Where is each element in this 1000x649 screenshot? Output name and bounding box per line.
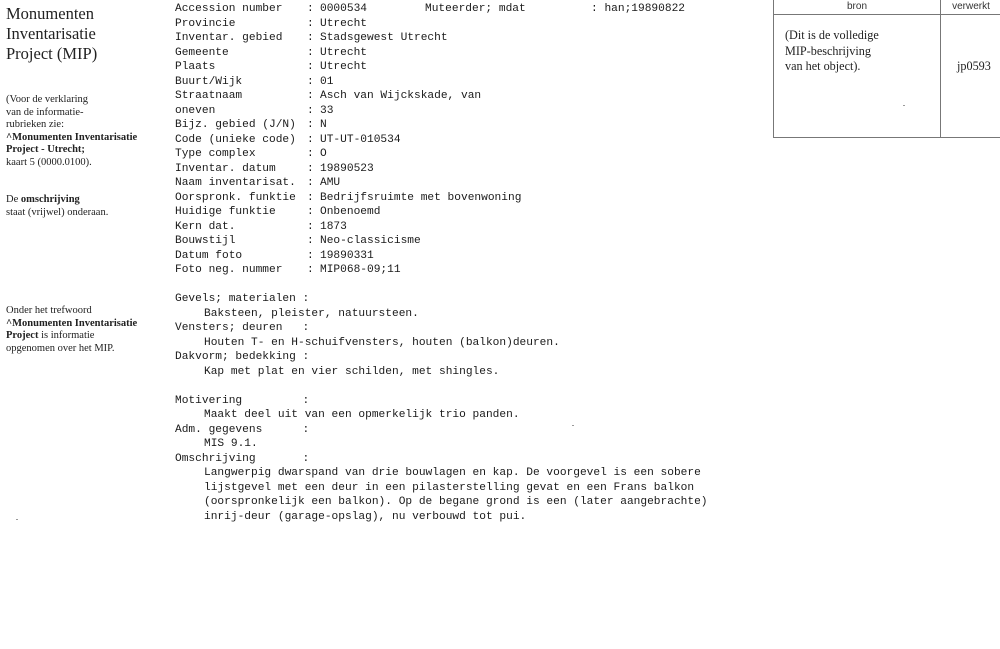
field-colon: :	[307, 235, 314, 247]
field-value: AMU	[320, 177, 341, 189]
field-row	[175, 104, 765, 119]
field-label: Inventar. datum	[175, 162, 276, 175]
field-label: Kern dat.	[175, 220, 236, 233]
description-text: Kap met plat en vier schilden, met shingles.	[204, 365, 500, 378]
field-colon: :	[307, 3, 314, 15]
field-row	[175, 191, 765, 206]
field-row	[175, 147, 765, 162]
scan-speck	[16, 519, 18, 520]
verwerkt-header: verwerkt	[952, 1, 990, 12]
field-colon: :	[307, 249, 314, 262]
field-colon: :	[307, 17, 314, 30]
note-ref: kaart 5 (0000.0100).	[6, 156, 92, 168]
field-label: Gemeente	[175, 46, 229, 59]
description-block	[175, 350, 775, 379]
field-value: UT-UT-010534	[320, 133, 401, 146]
description-heading: Dakvorm; bedekking :	[175, 351, 310, 363]
field-label: Foto neg. nummer	[175, 264, 283, 276]
field-colon: :	[307, 61, 314, 73]
project-title-line: Project (MIP)	[6, 44, 98, 63]
field-colon: :	[307, 104, 314, 117]
field-value: Neo-classicisme	[320, 235, 421, 247]
field-value: MIP068-09;11	[320, 264, 401, 276]
field-label: Plaats	[175, 61, 216, 73]
field-colon: :	[307, 46, 314, 59]
field-value: Utrecht	[320, 61, 367, 73]
field-value: Stadsgewest Utrecht	[320, 32, 448, 44]
field-label: Provincie	[175, 17, 236, 30]
field-value: 19890523	[320, 162, 374, 175]
description-heading: Omschrijving :	[175, 452, 310, 465]
field-colon: :	[307, 119, 314, 131]
field-row	[175, 234, 765, 249]
field-value: Bedrijfsruimte met bovenwoning	[320, 191, 522, 204]
description-heading: Gevels; materialen :	[175, 293, 310, 305]
field-colon: :	[307, 206, 314, 218]
project-title-line: Inventarisatie	[6, 24, 96, 43]
field-label: Code (unieke code)	[175, 133, 296, 146]
note-line: Project is informatie	[6, 330, 95, 341]
field-label: Inventar. gebied	[175, 32, 283, 44]
left-column	[6, 4, 166, 219]
field-value: Asch van Wijckskade, van	[320, 90, 482, 102]
scan-speck	[572, 425, 574, 426]
description-heading: Adm. gegevens :	[175, 423, 310, 436]
bron-text	[785, 28, 935, 75]
source-table	[773, 0, 1000, 138]
description-block	[175, 292, 775, 321]
description-text: lijstgevel met een deur in een pilasterstelling gevat en een Frans balkon	[204, 481, 695, 494]
scan-speck	[903, 105, 905, 106]
description-block	[175, 394, 775, 423]
note-line: van de informatie-	[6, 106, 84, 118]
description-block	[175, 321, 775, 350]
note-line: staat (vrijwel) onderaan.	[6, 206, 109, 218]
description-heading: Vensters; deuren :	[175, 322, 310, 334]
description-text: Baksteen, pleister, natuursteen.	[204, 307, 419, 320]
field-row	[175, 162, 765, 177]
field-value: 19890331	[320, 249, 374, 262]
field-row	[175, 60, 765, 75]
note-bold-line: ^Monumenten Inventarisatie	[6, 317, 138, 329]
field-colon: :	[307, 264, 314, 276]
description-text: (oorspronkelijk een balkon). Op de begane grond is een (later aangebrachte)	[204, 496, 708, 508]
field-row	[175, 46, 765, 61]
note-trefwoord	[6, 305, 166, 355]
note-bold-line: Project - Utrecht;	[6, 144, 85, 155]
field-row	[175, 220, 765, 235]
field-colon: :	[307, 177, 314, 189]
note-line: opgenomen over het MIP.	[6, 342, 115, 354]
field-label: Huidige funktie	[175, 206, 276, 218]
verwerkt-cell	[941, 15, 1000, 137]
field-colon: :	[307, 75, 314, 88]
field-label: Datum foto	[175, 249, 243, 262]
source-table-body	[774, 15, 1000, 137]
note-line: Onder het trefwoord	[6, 305, 92, 316]
field-row	[175, 263, 765, 278]
field-label: Accession number	[175, 3, 283, 15]
field-value: Onbenoemd	[320, 206, 381, 218]
field-row	[175, 2, 765, 17]
field-row	[175, 17, 765, 32]
description-text: Langwerpig dwarspand van drie bouwlagen en kap. De voorgevel is een sobere	[204, 467, 701, 479]
field-row	[175, 249, 765, 264]
source-table-header	[774, 0, 1000, 15]
field-row	[175, 75, 765, 90]
field-label: Bijz. gebied (J/N)	[175, 119, 296, 131]
bron-line: van het object).	[785, 59, 861, 73]
field-colon: :	[307, 191, 314, 204]
field-value: 1873	[320, 220, 347, 233]
field-label: Straatnaam	[175, 90, 243, 102]
project-title	[6, 4, 166, 64]
bron-line: (Dit is de volledige	[785, 28, 879, 42]
field-value: 33	[320, 104, 334, 117]
field-row	[175, 133, 765, 148]
field-label: Naam inventarisat.	[175, 177, 296, 189]
note-verklaring	[6, 94, 166, 169]
field-value: N	[320, 119, 327, 131]
project-title-line: Monumenten	[6, 4, 94, 23]
field-row	[175, 31, 765, 46]
field-label: Buurt/Wijk	[175, 75, 243, 88]
field-row	[175, 176, 765, 191]
note-line: rubrieken zie:	[6, 119, 65, 130]
bron-header: bron	[774, 0, 941, 14]
field-colon: :	[307, 220, 314, 233]
field-list	[175, 2, 765, 278]
field-colon: :	[307, 32, 314, 44]
description-block	[175, 452, 775, 525]
field-value: 01	[320, 75, 334, 88]
field-colon: :	[591, 3, 598, 15]
bron-cell	[774, 15, 941, 137]
description-text: MIS 9.1.	[204, 438, 258, 450]
description-text: Maakt deel uit van een opmerkelijk trio panden.	[204, 409, 520, 421]
mutator-value: han;19890822	[604, 3, 686, 15]
verwerkt-value: jp0593	[957, 59, 991, 73]
field-label: Oorspronk. funktie	[175, 191, 296, 204]
description-text: inrij-deur (garage-opslag), nu verbouwd tot pui.	[204, 510, 527, 523]
field-label: Type complex	[175, 148, 256, 160]
field-value: 0000534	[320, 3, 367, 15]
note-bold-line: ^Monumenten Inventarisatie	[6, 131, 138, 143]
field-colon: :	[307, 162, 314, 175]
mutator-label: Muteerder; mdat	[425, 3, 526, 15]
field-colon: :	[307, 90, 314, 102]
description-heading: Motivering :	[175, 394, 310, 407]
note-omschrijving	[6, 194, 166, 219]
field-row	[175, 118, 765, 133]
note-line: (Voor de verklaring	[6, 94, 89, 105]
field-row	[175, 89, 765, 104]
field-colon: :	[307, 148, 314, 160]
field-colon: :	[307, 133, 314, 146]
note-line: De omschrijving	[6, 194, 80, 205]
field-value: O	[320, 148, 327, 160]
field-label: Bouwstijl	[175, 235, 236, 247]
description-text: Houten T- en H-schuifvensters, houten (balkon)deuren.	[204, 336, 560, 349]
field-value: Utrecht	[320, 17, 367, 30]
description-section	[175, 292, 775, 524]
field-label: oneven	[175, 104, 216, 117]
description-block	[175, 423, 775, 452]
field-value: Utrecht	[320, 46, 367, 59]
bron-line: MIP-beschrijving	[785, 43, 871, 58]
field-row	[175, 205, 765, 220]
